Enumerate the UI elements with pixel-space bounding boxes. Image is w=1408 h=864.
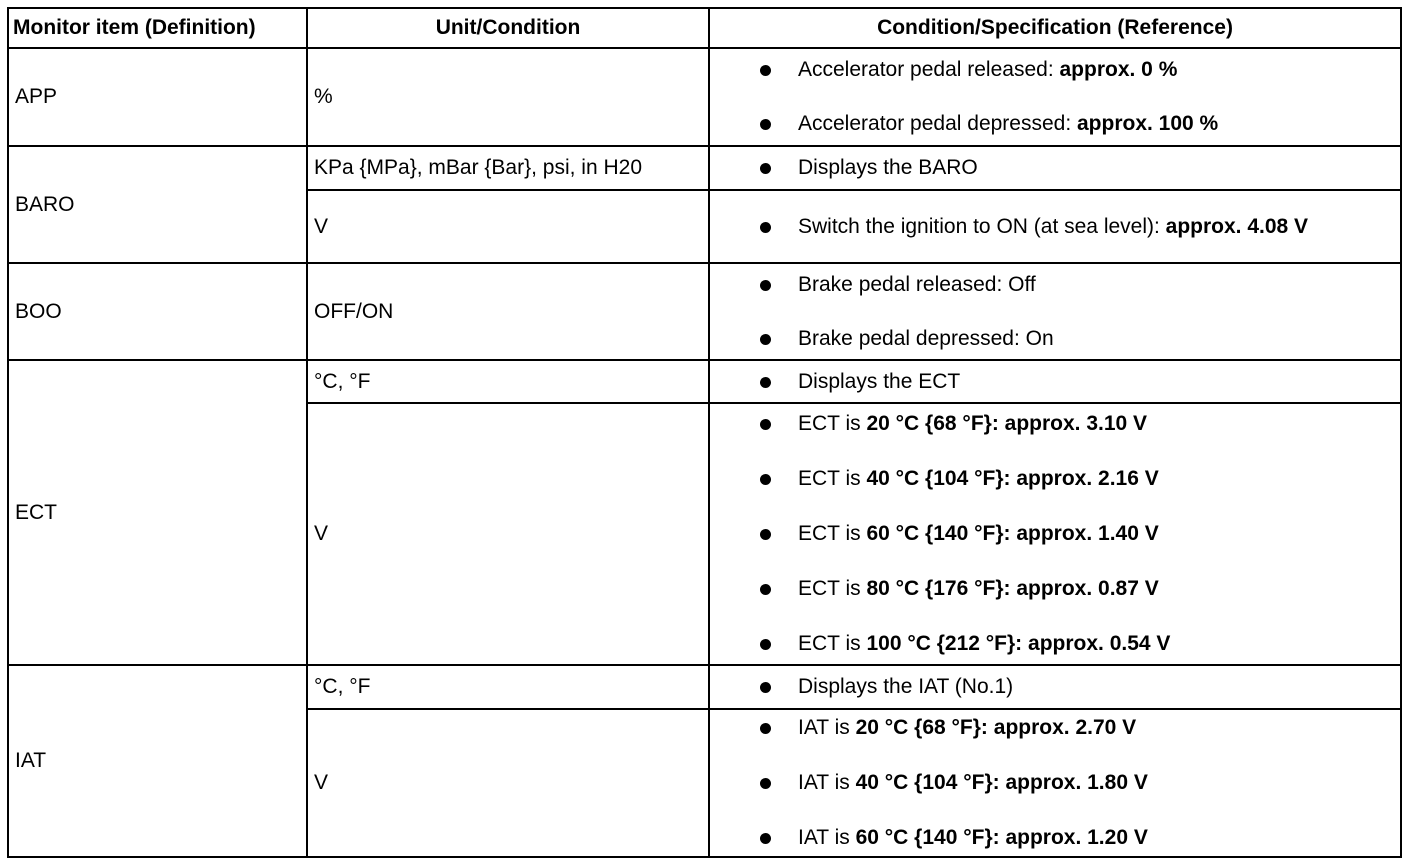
- header-row: [8, 8, 1401, 48]
- table-row-app: [8, 48, 1401, 146]
- list-item: Accelerator pedal depressed: approx. 100 %: [756, 111, 1394, 137]
- spec-cell-baro-pressure: [709, 146, 1401, 190]
- spec-cell-iat-voltage: [709, 709, 1401, 857]
- list-item: IAT is 40 °C {104 °F}: approx. 1.80 V: [756, 770, 1394, 796]
- table-row-iat-1: [8, 665, 1401, 709]
- monitor-item-app: APP: [8, 48, 307, 146]
- list-item: IAT is 20 °C {68 °F}: approx. 2.70 V: [756, 715, 1394, 741]
- spec-cell-boo: [709, 263, 1401, 360]
- list-item: Switch the ignition to ON (at sea level): approx. 4.08 V: [756, 214, 1394, 240]
- header-condition-specification: Condition/Specification (Reference): [709, 8, 1401, 48]
- list-item: IAT is 60 °C {140 °F}: approx. 1.20 V: [756, 825, 1394, 851]
- table-row-baro-1: [8, 146, 1401, 190]
- monitor-item-ect: ECT: [8, 360, 307, 665]
- table-row-boo: [8, 263, 1401, 360]
- spec-cell-ect-temperature: [709, 360, 1401, 403]
- unit-boo: OFF/ON: [307, 263, 709, 360]
- list-item: Displays the ECT: [756, 369, 1394, 395]
- unit-ect-voltage: V: [307, 403, 709, 665]
- monitor-item-baro: BARO: [8, 146, 307, 263]
- unit-ect-temperature: °C, °F: [307, 360, 709, 403]
- monitor-spec-table: [7, 7, 1402, 858]
- table-row-ect-1: [8, 360, 1401, 403]
- spec-cell-app: [709, 48, 1401, 146]
- unit-app: %: [307, 48, 709, 146]
- list-item: ECT is 100 °C {212 °F}: approx. 0.54 V: [756, 631, 1394, 657]
- list-item: Brake pedal released: Off: [756, 272, 1394, 298]
- header-unit-condition: Unit/Condition: [307, 8, 709, 48]
- list-item: ECT is 40 °C {104 °F}: approx. 2.16 V: [756, 466, 1394, 492]
- list-item: ECT is 60 °C {140 °F}: approx. 1.40 V: [756, 521, 1394, 547]
- unit-iat-temperature: °C, °F: [307, 665, 709, 709]
- header-monitor-item: Monitor item (Definition): [8, 8, 307, 48]
- list-item: Brake pedal depressed: On: [756, 326, 1394, 352]
- list-item: Accelerator pedal released: approx. 0 %: [756, 57, 1394, 83]
- spec-cell-iat-temperature: [709, 665, 1401, 709]
- unit-baro-voltage: V: [307, 190, 709, 263]
- list-item: Displays the BARO: [756, 155, 1394, 181]
- spec-cell-baro-voltage: [709, 190, 1401, 263]
- monitor-item-boo: BOO: [8, 263, 307, 360]
- monitor-item-iat: IAT: [8, 665, 307, 857]
- unit-baro-pressure: KPa {MPa}, mBar {Bar}, psi, in H20: [307, 146, 709, 190]
- list-item: ECT is 20 °C {68 °F}: approx. 3.10 V: [756, 411, 1394, 437]
- spec-cell-ect-voltage: [709, 403, 1401, 665]
- list-item: Displays the IAT (No.1): [756, 674, 1394, 700]
- unit-iat-voltage: V: [307, 709, 709, 857]
- list-item: ECT is 80 °C {176 °F}: approx. 0.87 V: [756, 576, 1394, 602]
